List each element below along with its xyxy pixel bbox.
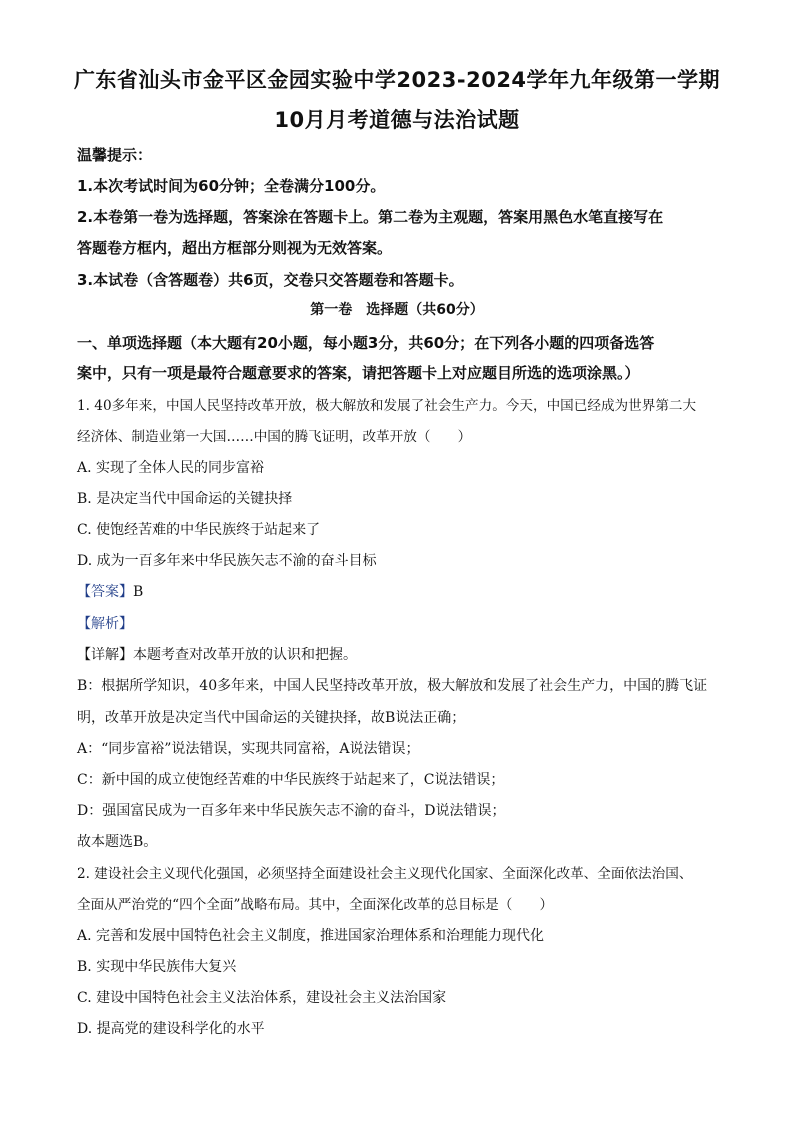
section-instruction: 案中，只有一项是最符合题意要求的答案，请把答题卡上对应题目所选的选项涂黑。） [77,364,640,382]
question-2-option-b: B. 实现中华民族伟大复兴 [77,959,237,975]
question-1-stem: 1. 40多年来，中国人民坚持改革开放，极大解放和发展了社会生产力。今天，中国已经成为世界第二大 [77,398,697,414]
explanation-line: A：“同步富裕”说法错误，实现共同富裕，A说法错误； [77,741,420,757]
question-2-option-c: C. 建设中国特色社会主义法治体系，建设社会主义法治国家 [77,990,447,1006]
analysis-tag: 【解析】 [77,616,133,632]
question-1-stem: 经济体、制造业第一大国……中国的腾飞证明，改革开放（ ） [77,429,472,445]
title-line-2: 10月月考道德与法治试题 [274,108,520,132]
question-2-stem: 2. 建设社会主义现代化强国，必须坚持全面建设社会主义现代化国家、全面深化改革、全面依法治国、 [77,866,693,882]
answer-tag: 【答案】 [77,584,133,600]
notice-item: 3.本试卷（含答题卷）共6页，交卷只交答题卷和答题卡。 [77,271,464,289]
explanation-line: C：新中国的成立使饱经苦难的中华民族终于站起来了，C说法错误； [77,772,505,788]
question-1-option-a: A. 实现了全体人民的同步富裕 [77,460,265,476]
question-2-option-d: D. 提高党的建设科学化的水平 [77,1021,265,1037]
question-1-option-c: C. 使饱经苦难的中华民族终于站起来了 [77,522,321,538]
explanation-line: 明，改革开放是决定当代中国命运的关键抉择，故B说法正确； [77,710,466,726]
title-line-1: 广东省汕头市金平区金园实验中学2023-2024学年九年级第一学期 [73,68,721,92]
notice-item: 2.本卷第一卷为选择题，答案涂在答题卡上。第二卷为主观题，答案用黑色水笔直接写在 [77,208,664,226]
section-title: 第一卷 选择题（共60分） [310,302,484,318]
explanation-line: D：强国富民成为一百多年来中华民族矢志不渝的奋斗，D说法错误； [77,803,506,819]
notice-item: 1.本次考试时间为60分钟；全卷满分100分。 [77,177,386,195]
explanation-line: 故本题选B。 [77,834,158,850]
explanation-line: B：根据所学知识，40多年来，中国人民坚持改革开放，极大解放和发展了社会生产力，中国的腾飞证 [77,678,708,694]
question-1-option-d: D. 成为一百多年来中华民族矢志不渝的奋斗目标 [77,553,377,569]
question-2-stem: 全面从严治党的“四个全面”战略布局。其中，全面深化改革的总目标是（ ） [77,897,554,913]
notice-item: 答题卷方框内，超出方框部分则视为无效答案。 [77,239,393,257]
question-1-option-b: B. 是决定当代中国命运的关键抉择 [77,491,293,507]
section-instruction: 一、单项选择题（本大题有20小题，每小题3分，共60分；在下列各小题的四项备选答 [77,334,655,352]
question-2-option-a: A. 完善和发展中国特色社会主义制度，推进国家治理体系和治理能力现代化 [77,928,545,944]
detail-tag: 【详解】 [77,647,133,663]
detail-line [77,645,717,665]
notice-heading: 温馨提示： [77,146,153,164]
detail-intro: 本题考查对改革开放的认识和把握。 [133,647,357,663]
answer-line [77,582,717,602]
answer-value: B [133,584,144,600]
